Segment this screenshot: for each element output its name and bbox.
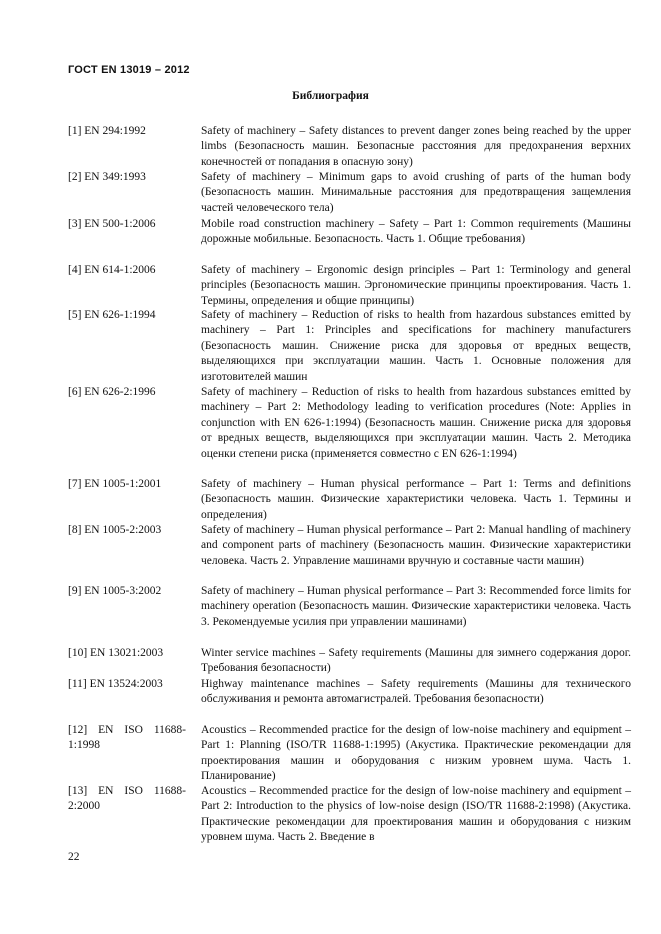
entry-reference: [4] EN 614-1:2006 [68, 264, 156, 276]
entry-reference: [13] EN ISO 11688-2:2000 [68, 785, 186, 813]
entry-reference: [11] EN 13524:2003 [68, 678, 163, 690]
entry-reference: [6] EN 626-2:1996 [68, 386, 156, 398]
entry-text: Winter service machines – Safety requirements (Машины для зимнего содержания дорог. Требования безопасности) [201, 647, 631, 675]
entry-text: Safety of machinery – Human physical performance – Part 3: Recommended force limits for machinery operation (Безопасность машин. Физические характеристики человека. Часть 3. Рекомендуемые усилия при управлении машинами) [201, 585, 631, 628]
entry-text: Safety of machinery – Reduction of risks to health from hazardous substances emitted by machinery – Part 1: Principles and specifications for machinery manufacturers (Безопасность машин. Снижение риска для здоровья от вредных веществ, выделяющихся при эксплуатации машин. Часть 1. Основные положения для изготовителей машин [201, 309, 631, 383]
page-number: 22 [68, 851, 80, 863]
entry-text: Safety of machinery – Safety distances to prevent danger zones being reached by the upper limbs (Безопасность машин. Безопасные расстояния для предохранения верхних конечностей от попадания в опасную зону) [201, 125, 631, 168]
entry-text: Safety of machinery – Reduction of risks to health from hazardous substances emitted by machinery – Part 2: Methodology leading to verification procedures (Note: Applies in conjunction with EN 626-1:1994) (Безопасность машин. Снижение риска для здоровья от вредных веществ, выделяющихся при эксплуатации машин. Часть 2. Методика оценки степени риска (применяется совместно с EN 626-1:1994) [201, 386, 631, 460]
entry-reference: [7] EN 1005-1:2001 [68, 478, 162, 490]
entry-text: Safety of machinery – Human physical performance – Part 1: Terms and definitions (Безопасность машин. Физические характеристики человека. Часть 1. Термины и определения) [201, 478, 631, 521]
entry-reference: [10] EN 13021:2003 [68, 647, 164, 659]
entry-reference: [1] EN 294:1992 [68, 125, 146, 137]
entry-reference: [9] EN 1005-3:2002 [68, 585, 162, 597]
entry-reference: [2] EN 349:1993 [68, 171, 146, 183]
entry-text: Safety of machinery – Minimum gaps to avoid crushing of parts of the human body (Безопасность машин. Минимальные расстояния для предотвращения защемления частей человеческого тела) [201, 171, 631, 214]
entry-text: Highway maintenance machines – Safety requirements (Машины для технического обслуживания и ремонта автомагистралей. Требования безопасности) [201, 678, 631, 706]
entry-text: Mobile road construction machinery – Safety – Part 1: Common requirements (Машины дорожные мобильные. Безопасность. Часть 1. Общие требования) [201, 218, 631, 246]
document-header: ГОСТ EN 13019 – 2012 [68, 64, 190, 76]
entry-text: Acoustics – Recommended practice for the design of low-noise machinery and equipment – Part 2: Introduction to the physics of low-noise design (ISO/TR 11688-2:1998) (Акустика. Практические рекомендации для проектирования машин и оборудования с низким уровнем шума. Часть 2. Введение в [201, 785, 631, 844]
entry-reference: [8] EN 1005-2:2003 [68, 524, 162, 536]
entry-reference: [12] EN ISO 11688-1:1998 [68, 724, 186, 752]
entry-text: Safety of machinery – Human physical performance – Part 2: Manual handling of machinery and component parts of machinery (Безопасность машин. Физические характеристики человека. Часть 2. Управление машинами вручную и составные части машин) [201, 524, 631, 567]
entry-text: Acoustics – Recommended practice for the design of low-noise machinery and equipment – Part 1: Planning (ISO/TR 11688-1:1995) (Акустика. Практические рекомендации для проектирования машин и оборудования с низким уровнем шума. Часть 1. Планирование) [201, 724, 631, 783]
page-title: Библиография [292, 90, 369, 102]
entry-text: Safety of machinery – Ergonomic design principles – Part 1: Terminology and general principles (Безопасность машин. Эргономические принципы проектирования. Часть 1. Термины, определения и общие принципы) [201, 264, 631, 307]
entry-reference: [3] EN 500-1:2006 [68, 218, 156, 230]
entry-reference: [5] EN 626-1:1994 [68, 309, 156, 321]
